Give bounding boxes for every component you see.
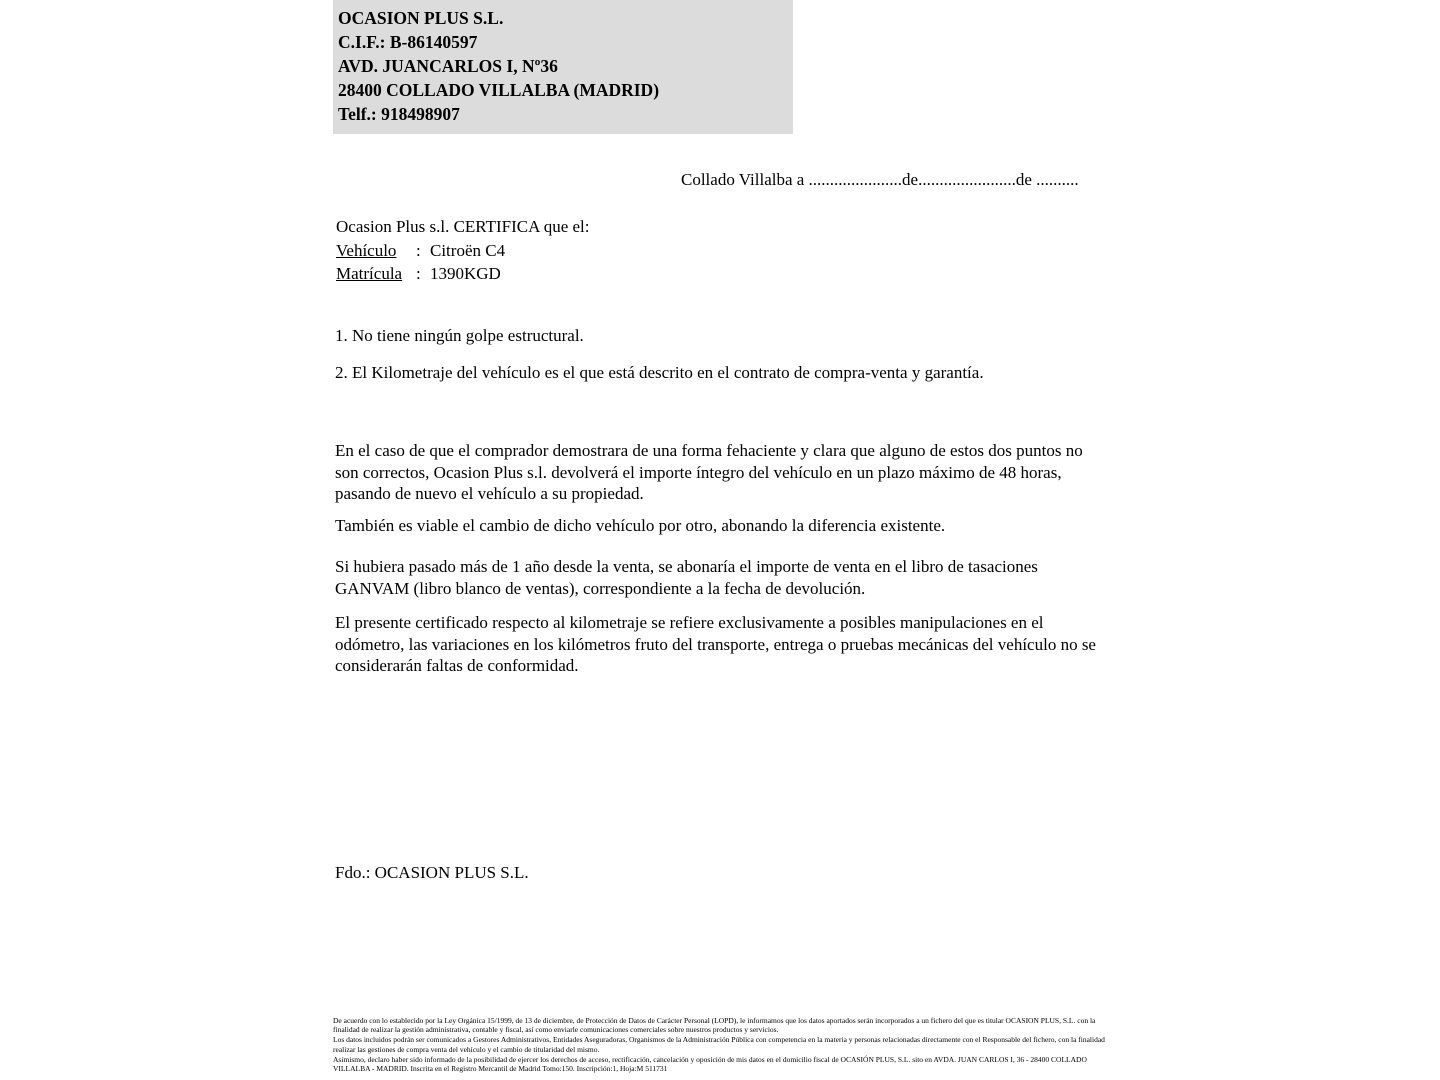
- field-vehiculo-label: Vehículo: [336, 241, 397, 260]
- field-matricula-value: 1390KGD: [430, 264, 501, 283]
- paragraph-odometer-scope: El presente certificado respecto al kilometraje se refiere exclusivamente a posibles manipulaciones en el odómetro, las variaciones en los kilómetros fruto del transporte, entrega o pruebas mecánicas del vehículo no se considerarán faltas de conformidad.: [335, 613, 1096, 675]
- field-vehiculo-separator: :: [416, 241, 421, 260]
- paragraph-ganvam-valuation: Si hubiera pasado más de 1 año desde la venta, se abonaría el importe de venta en el libro de tasaciones GANVAM (libro blanco de ventas), correspondiente a la fecha de devolución.: [335, 557, 1038, 598]
- letterhead-street: AVD. JUANCARLOS I, Nº36: [338, 56, 558, 76]
- letterhead-cif: C.I.F.: B-86140597: [338, 32, 478, 52]
- legal-paragraph-3: Asimismo, declaro haber sido informado de la posibilidad de ejercer los derechos de acceso, rectificación, cancelación y oposición de mis datos en el domicilio fiscal de OCASIÓN PLUS, S.L. sito en AVDA. JUAN CARLOS I, 36 - 28400 COLLADO VILLALBA - MADRID. Inscrita en el Registro Mercantil de Madrid Tomo:150. Inscripción:1, Hoja:M 511731: [333, 1054, 1087, 1074]
- paragraph-refund-terms: En el caso de que el comprador demostrara de una forma fehaciente y clara que alguno de estos dos puntos no son correctos, Ocasion Plus s.l. devolverá el importe íntegro del vehículo en un plazo máximo de 48 horas, pasando de nuevo el vehículo a su propiedad.: [335, 441, 1083, 503]
- paragraph-vehicle-exchange: También es viable el cambio de dicho vehículo por otro, abonando la diferencia existente.: [335, 516, 946, 535]
- certification-intro: Ocasion Plus s.l. CERTIFICA que el:: [336, 217, 590, 236]
- field-matricula-label: Matrícula: [336, 264, 403, 283]
- letterhead-company-name: OCASION PLUS S.L.: [338, 8, 504, 28]
- field-vehiculo: [336, 241, 505, 261]
- field-vehiculo-value: Citroën C4: [430, 241, 506, 260]
- letterhead-city: 28400 COLLADO VILLALBA (MADRID): [338, 80, 660, 100]
- letterhead-phone: Telf.: 918498907: [338, 104, 460, 124]
- legal-footnote: [333, 1016, 1123, 1073]
- field-matricula-separator: :: [416, 264, 421, 283]
- certification-point-2: 2. El Kilometraje del vehículo es el que está descrito en el contrato de compra-venta y garantía.: [335, 363, 984, 382]
- certification-point-1: 1. No tiene ningún golpe estructural.: [335, 326, 584, 345]
- letterhead-block: [333, 0, 793, 134]
- date-line: Collado Villalba a ......................de.......................de ..........: [681, 170, 1079, 189]
- signature-line: Fdo.: OCASION PLUS S.L.: [335, 863, 529, 882]
- legal-paragraph-2: Los datos incluidos podrán ser comunicados a Gestores Administrativos, Entidades Aseguradoras, Organismos de la Administración Pública con competencia en la materia y personas relacionadas directamente con el Responsable del fichero, con la finalidad realizar las gestiones de compra venta del vehículo y el cambio de titularidad del mismo.: [333, 1035, 1105, 1054]
- field-matricula: [336, 264, 501, 284]
- legal-paragraph-1: De acuerdo con lo establecido por la Ley Orgánica 15/1999, de 13 de diciembre, de Protección de Datos de Carácter Personal (LOPD), le informamos que los datos aportados serán incorporados a un fichero del que es titular OCASION PLUS, S.L. con la finalidad de realizar la gestión administrativa, contable y fiscal, así como enviarle comunicaciones comerciales sobre nuestros productos y servicios.: [333, 1016, 1096, 1035]
